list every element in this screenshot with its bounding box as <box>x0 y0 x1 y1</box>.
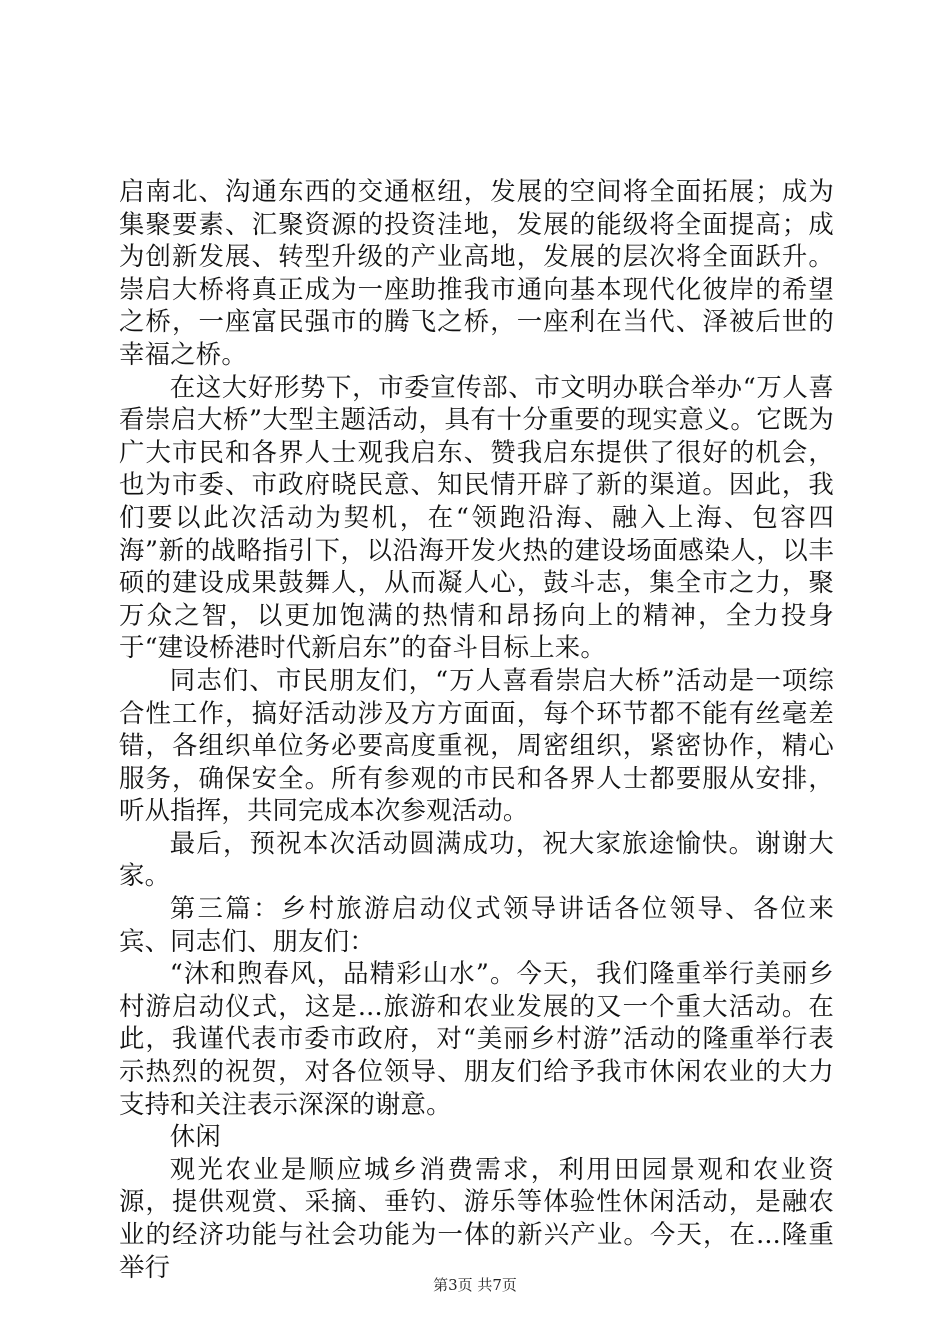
paragraph-2: 在这大好形势下，市委宣传部、市文明办联合举办“万人喜看崇启大桥”大型主题活动，具有十分重要的现实意义。它既为广大市民和各界人士观我启东、赞我启东提供了很好的机会，也为市委、市政府晓民意、知民情开辟了新的渠道。因此，我们要以此次活动为契机，在“领跑沿海、融入上海、包容四海”新的战略指引下，以沿海开发火热的建设场面感染人，以丰硕的建设成果鼓舞人，从而凝人心，鼓斗志，集全市之力，聚万众之智，以更加饱满的热情和昂扬向上的精神，全力投身于“建设桥港时代新启东”的奋斗目标上来。 <box>119 371 834 663</box>
paragraph-4: 最后，预祝本次活动圆满成功，祝大家旅途愉快。谢谢大家。 <box>119 827 834 891</box>
paragraph-3: 同志们、市民朋友们，“万人喜看崇启大桥”活动是一项综合性工作，搞好活动涉及方方面面，每个环节都不能有丝毫差错，各组织单位务必要高度重视，周密组织，紧密协作，精心服务，确保安全。所有参观的市民和各界人士都要服从安排，听从指挥，共同完成本次参观活动。 <box>119 664 834 826</box>
paragraph-8: 观光农业是顺应城乡消费需求，利用田园景观和农业资源，提供观赏、采摘、垂钓、游乐等体验性休闲活动，是融农业的经济功能与社会功能为一体的新兴产业。今天，在...隆重举行 <box>119 1153 834 1282</box>
paragraph-5-section-heading: 第三篇：乡村旅游启动仪式领导讲话各位领导、各位来宾、同志们、朋友们： <box>119 893 834 956</box>
document-body <box>119 175 834 1283</box>
paragraph-7: 休闲 <box>169 1121 221 1152</box>
paragraph-6: “沐和煦春风，品精彩山水”。今天，我们隆重举行美丽乡村游启动仪式，这是...旅游和农业发展的又一个重大活动。在此，我谨代表市委市政府，对“美丽乡村游”活动的隆重举行表示热烈的祝贺，对各位领导、朋友们给予我市休闲农业的大力支持和关注表示深深的谢意。 <box>119 958 834 1119</box>
paragraph-1: 启南北、沟通东西的交通枢纽，发展的空间将全面拓展；成为集聚要素、汇聚资源的投资洼地，发展的能级将全面提高；成为创新发展、转型升级的产业高地，发展的层次将全面跃升。崇启大桥将真正成为一座助推我市通向基本现代化彼岸的希望之桥，一座富民强市的腾飞之桥，一座利在当代、泽被后世的幸福之桥。 <box>119 176 834 369</box>
page-footer <box>0 1275 950 1295</box>
page-number-label: 第3页 共7页 <box>433 1276 517 1294</box>
